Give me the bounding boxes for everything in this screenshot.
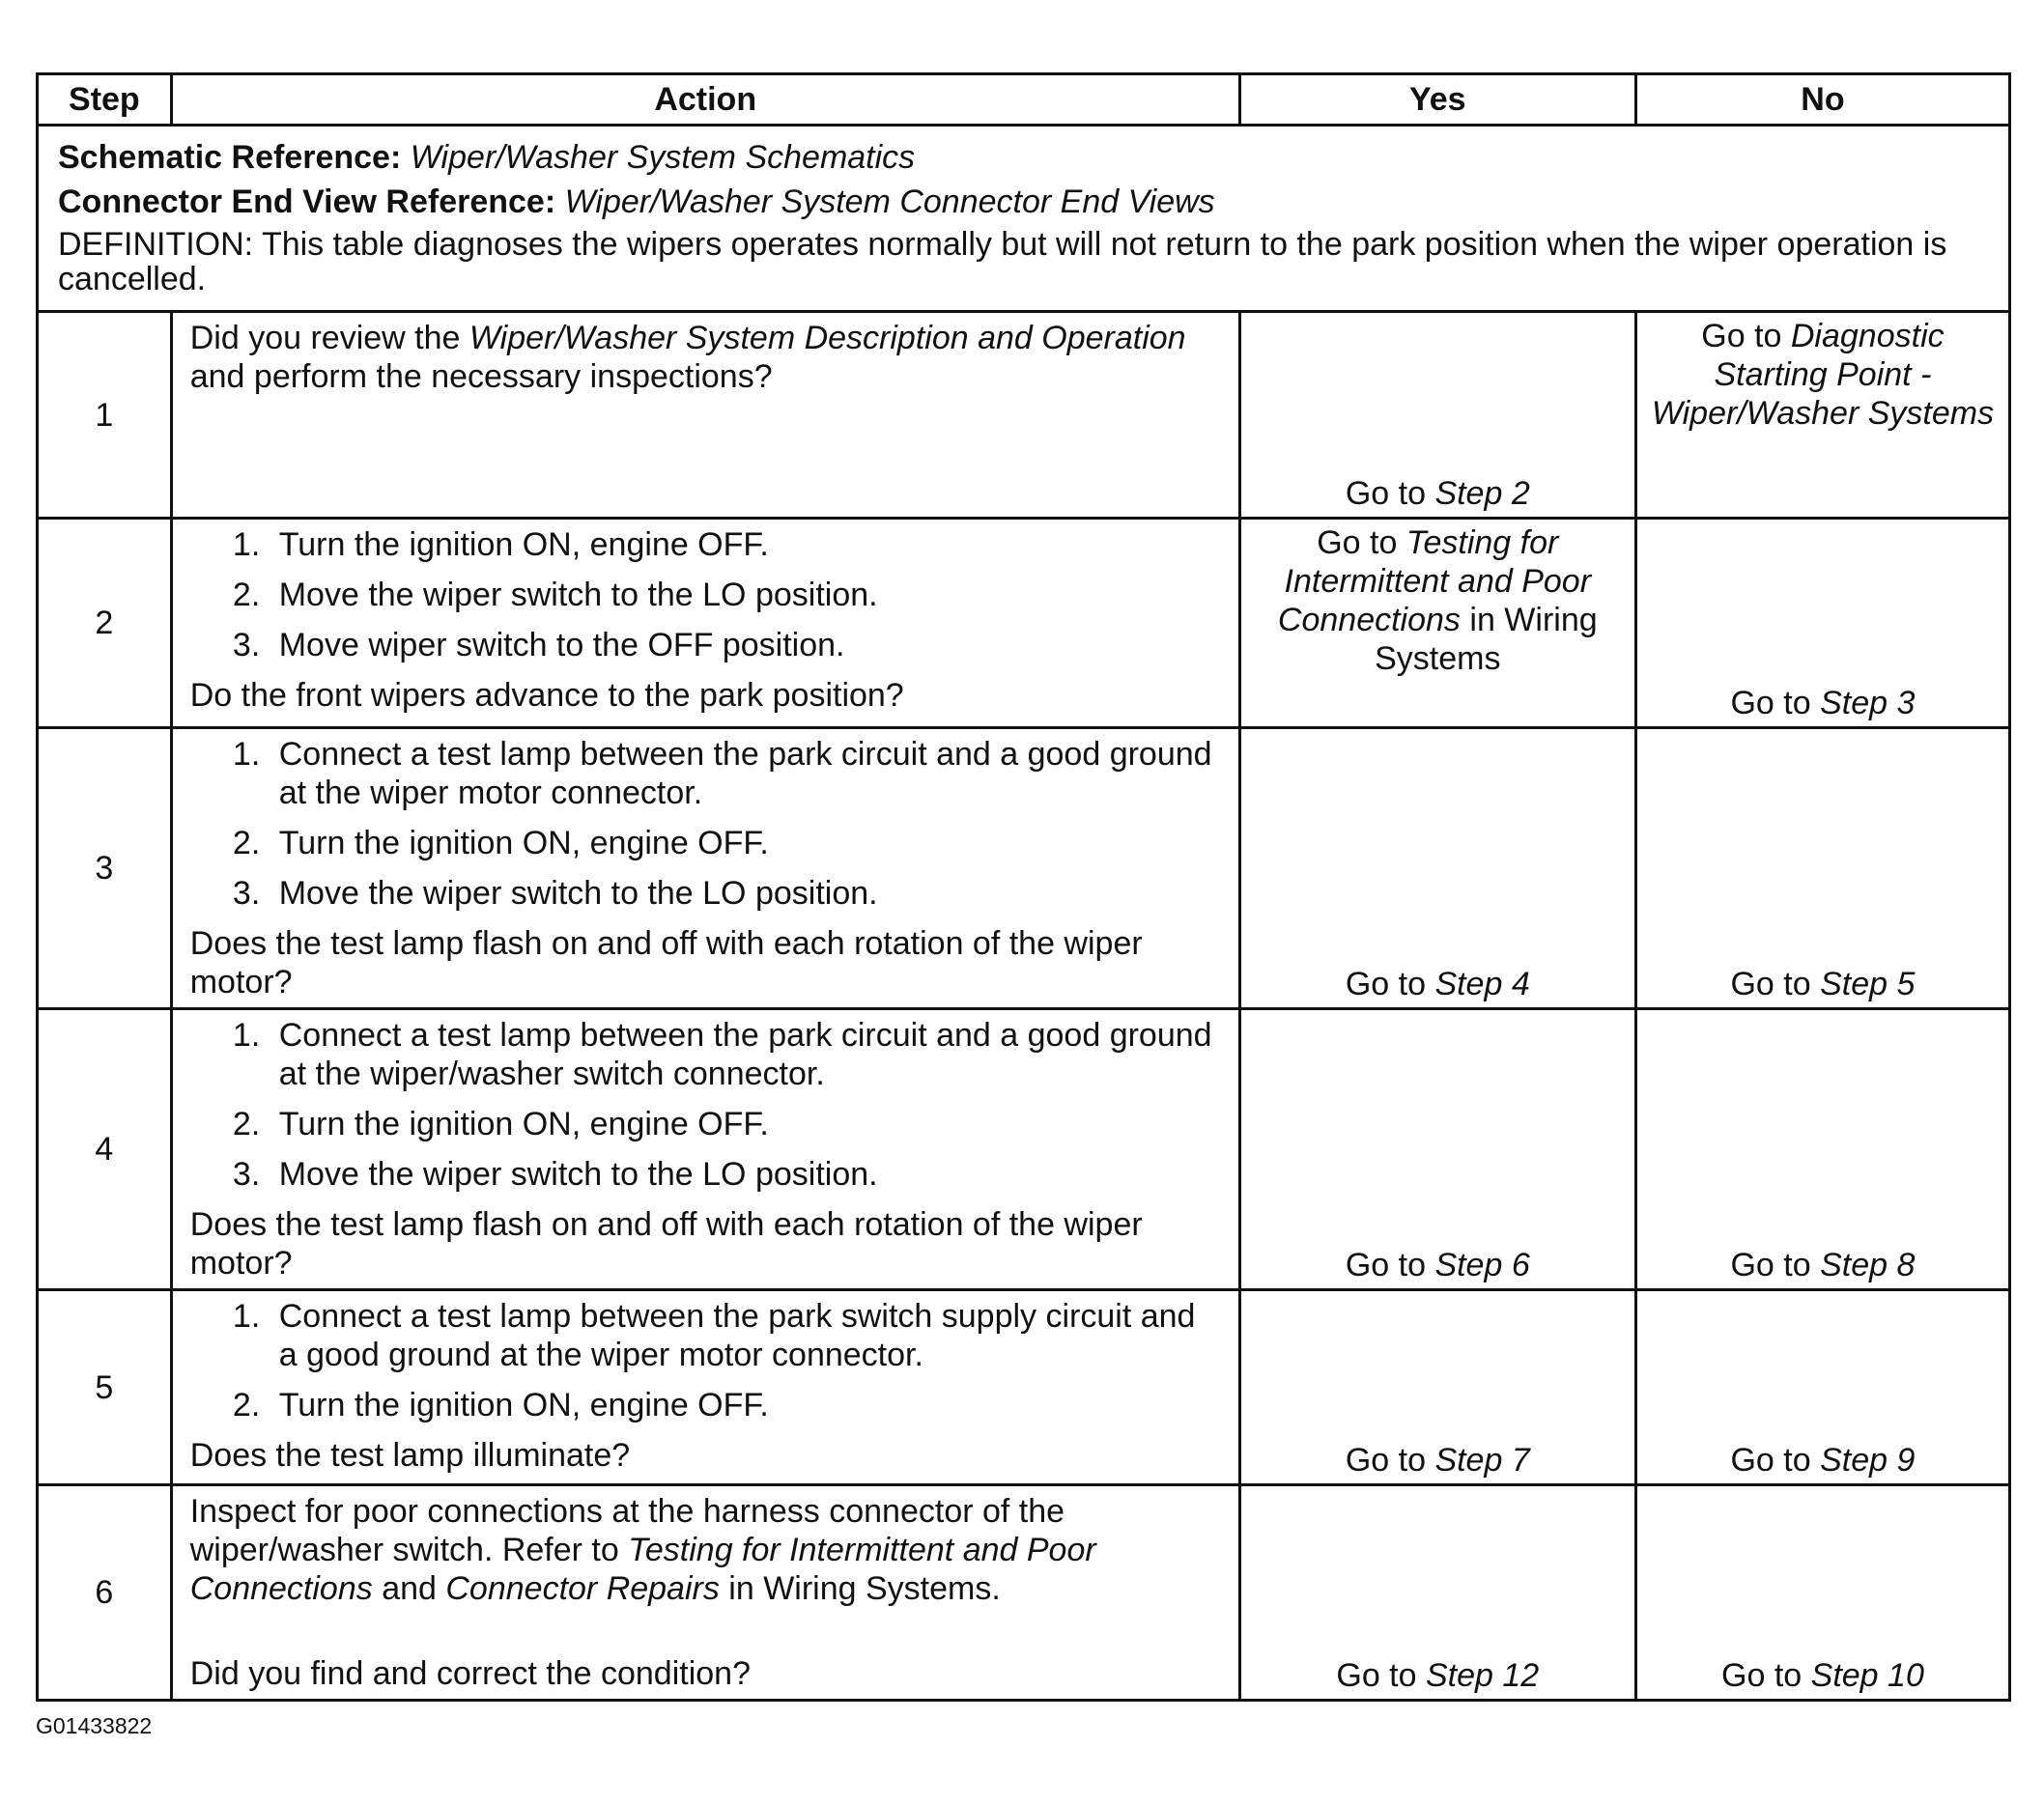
header-yes: Yes [1239,74,1635,126]
no-cell [1635,1290,2009,1485]
header-action: Action [171,74,1239,126]
instruction-text: and [372,1570,446,1607]
description-link[interactable]: Wiper/Washer System Description and Operation [468,320,1186,356]
list-item: 1. Connect a test lamp between the park circuit and a good ground at the wiper/washer switch connector. [270,1016,1221,1093]
list-item: 1. Connect a test lamp between the park switch supply circuit and a good ground at the wiper motor connector. [270,1297,1221,1374]
list-item: 1. Connect a test lamp between the park circuit and a good ground at the wiper motor connector. [270,735,1221,812]
diagnostic-table [36,72,2011,1702]
goto-step-link[interactable]: Step 8 [1820,1247,1916,1283]
action-question: Does the test lamp illuminate? [189,1437,631,1474]
yes-cell [1239,1290,1635,1485]
no-cell [1635,1009,2009,1290]
question-text: Did you review the [189,320,469,356]
schematic-reference [58,138,1989,177]
reference-cell [38,126,2010,312]
goto-step-link[interactable]: Step 10 [1810,1657,1924,1694]
header-step: Step [38,74,172,126]
header-no: No [1635,74,2009,126]
goto-text: Go to [1345,475,1435,512]
definition-text: DEFINITION: This table diagnoses the wipers operates normally but will not return to the park position when the wiper operation is cancelled. [58,226,1947,297]
instruction-text: in Wiring Systems. [719,1570,1001,1607]
table-row [38,519,2010,728]
list-item: 3. Move the wiper switch to the LO position. [270,1155,1221,1194]
instruction-text: Inspect for poor connections at the harness connector of the wiper/washer switch. Refer to [189,1493,1065,1568]
reference-row [38,126,2010,312]
list-item: 3. Move wiper switch to the OFF position. [270,626,1221,664]
goto-text: Go to [1721,1657,1811,1694]
step-number: 3 [38,728,172,1009]
connector-reference [58,183,1989,221]
table-row [38,1485,2010,1701]
yes-cell [1239,519,1635,728]
schematic-reference-label: Schematic Reference: [58,139,402,176]
action-question: Does the test lamp flash on and off with each rotation of the wiper motor? [189,1206,1143,1282]
header-row [38,74,2010,126]
goto-text: Go to [1336,1657,1426,1694]
goto-step-link[interactable]: Step 7 [1434,1442,1530,1479]
figure-id: G01433822 [36,1713,153,1738]
table-row [38,728,2010,1009]
action-question: Do the front wipers advance to the park position? [189,677,904,714]
step-number: 5 [38,1290,172,1485]
action-cell [171,1009,1239,1290]
goto-text: Go to [1730,1247,1821,1283]
connector-reference-link[interactable]: Wiper/Washer System Connector End Views [564,183,1215,220]
table-row [38,312,2010,519]
testing-intermittent-link[interactable]: Testing for Intermittent and Poor Connections [1277,524,1592,638]
no-cell [1635,312,2009,519]
no-cell [1635,728,2009,1009]
yes-cell [1239,312,1635,519]
no-cell [1635,519,2009,728]
action-steps-list [190,525,1221,664]
list-item: 2. Turn the ignition ON, engine OFF. [270,1386,1221,1424]
goto-step-link[interactable]: Step 3 [1820,685,1916,721]
table-row [38,1009,2010,1290]
yes-cell [1239,1009,1635,1290]
goto-text: Go to [1345,1442,1435,1479]
action-cell [171,728,1239,1009]
testing-intermittent-link[interactable]: Testing for Intermittent and Poor Connections [189,1532,1096,1607]
connector-reference-label: Connector End View Reference: [58,183,556,220]
action-instruction [190,1492,1221,1608]
goto-step-link[interactable]: Step 12 [1425,1657,1540,1694]
diagnostic-table-container [36,72,2011,1702]
goto-text: Go to [1345,1247,1435,1283]
list-item: 2. Turn the ignition ON, engine OFF. [270,1105,1221,1143]
no-cell [1635,1485,2009,1701]
step-number: 2 [38,519,172,728]
action-question [190,319,1221,396]
yes-cell [1239,1485,1635,1701]
list-item: 2. Turn the ignition ON, engine OFF. [270,824,1221,862]
list-item: 1. Turn the ignition ON, engine OFF. [270,525,1221,564]
goto-text: in Wiring Systems [1375,602,1598,677]
connector-repairs-link[interactable]: Connector Repairs [445,1570,720,1607]
step-number: 6 [38,1485,172,1701]
goto-step-link[interactable]: Step 2 [1434,475,1530,512]
step-number: 1 [38,312,172,519]
goto-text: Go to [1701,318,1791,354]
step-number: 4 [38,1009,172,1290]
list-item: 2. Move the wiper switch to the LO position. [270,576,1221,614]
goto-step-link[interactable]: Step 6 [1434,1247,1530,1283]
action-cell [171,312,1239,519]
action-cell [171,1290,1239,1485]
action-question: Did you find and correct the condition? [189,1655,751,1692]
goto-step-link[interactable]: Step 4 [1434,966,1530,1002]
action-steps-list [190,735,1221,913]
goto-text: Go to [1730,1442,1821,1479]
yes-cell [1239,728,1635,1009]
action-question: Does the test lamp flash on and off with each rotation of the wiper motor? [189,925,1143,1001]
diagnostic-starting-point-link[interactable]: Diagnostic Starting Point - Wiper/Washer Systems [1651,318,1995,432]
list-item: 3. Move the wiper switch to the LO position. [270,874,1221,913]
table-row [38,1290,2010,1485]
schematic-reference-link[interactable]: Wiper/Washer System Schematics [410,139,916,176]
action-steps-list [190,1016,1221,1194]
goto-step-link[interactable]: Step 9 [1820,1442,1916,1479]
goto-text: Go to [1345,966,1435,1002]
question-text: and perform the necessary inspections? [189,358,773,395]
action-cell [171,519,1239,728]
goto-text: Go to [1730,685,1821,721]
action-cell [171,1485,1239,1701]
goto-step-link[interactable]: Step 5 [1820,966,1916,1002]
goto-text: Go to [1317,524,1406,561]
goto-text: Go to [1730,966,1821,1002]
action-steps-list [190,1297,1221,1424]
spacer [190,1608,1221,1654]
